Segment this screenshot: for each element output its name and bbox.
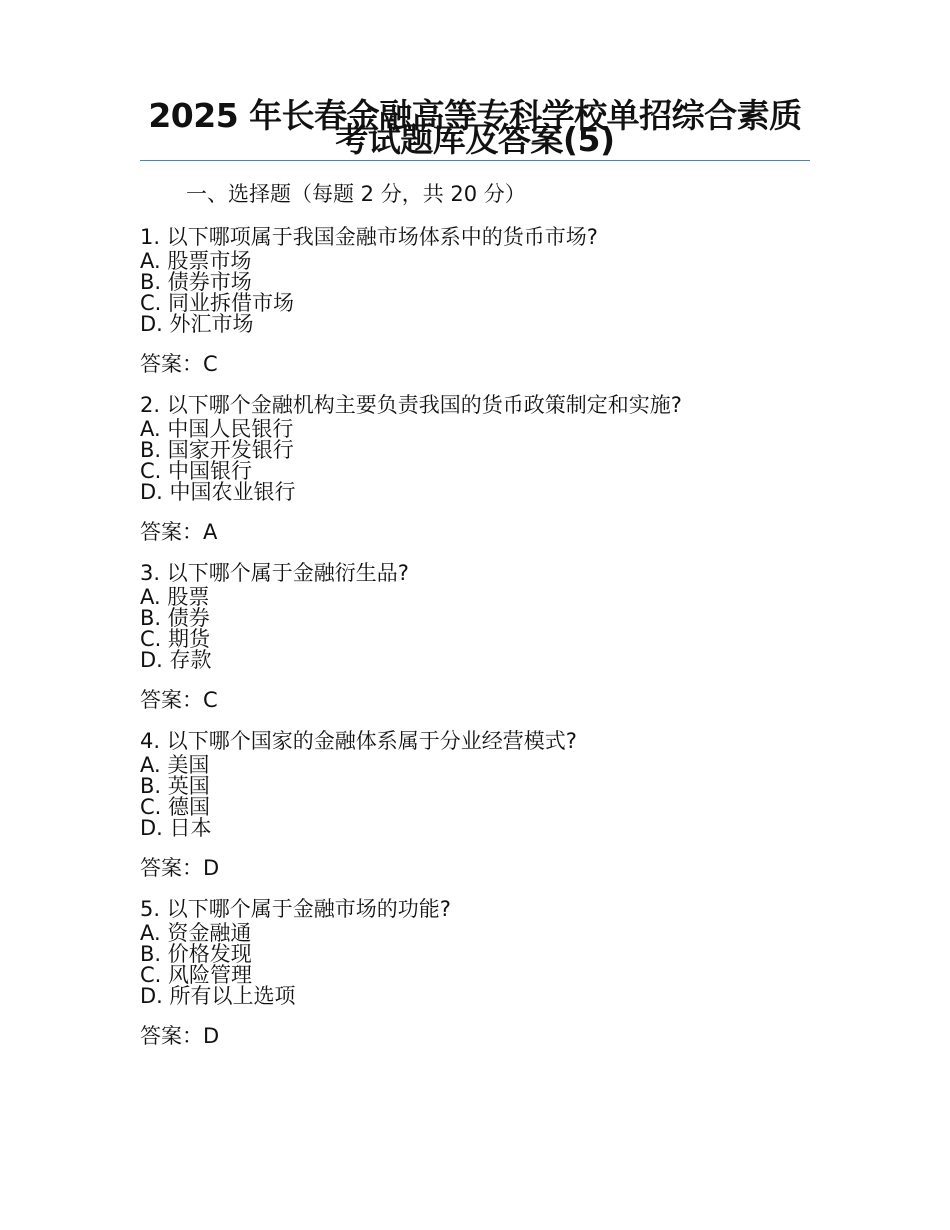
title-underline — [140, 160, 810, 161]
option-c: C. 风险管理 — [140, 963, 253, 987]
option-a: A. 中国人民银行 — [140, 417, 294, 441]
answer-value: D — [203, 1024, 220, 1048]
answer-value: C — [203, 688, 218, 712]
question-1 — [140, 224, 810, 378]
option-d: D. 所有以上选项 — [140, 984, 296, 1008]
question-4 — [140, 728, 810, 882]
option-b: B. 债券 — [140, 606, 210, 630]
option-d: D. 存款 — [140, 648, 212, 672]
option-a: A. 股票市场 — [140, 249, 252, 273]
option-a: A. 资金融通 — [140, 921, 252, 945]
option-b: B. 英国 — [140, 774, 210, 798]
option-a: A. 美国 — [140, 753, 210, 777]
answer-line — [140, 518, 810, 546]
question-stem: 3. 以下哪个属于金融衍生品? — [140, 561, 409, 585]
answer-value: D — [203, 856, 220, 880]
option-a: A. 股票 — [140, 585, 210, 609]
option-b: B. 价格发现 — [140, 942, 252, 966]
question-2 — [140, 392, 810, 546]
answer-label: 答案： — [140, 1024, 203, 1048]
answer-line — [140, 350, 810, 378]
question-3 — [140, 560, 810, 714]
question-stem: 4. 以下哪个国家的金融体系属于分业经营模式? — [140, 729, 577, 753]
option-d: D. 日本 — [140, 816, 212, 840]
option-c: C. 德国 — [140, 795, 211, 819]
answer-label: 答案： — [140, 856, 203, 880]
answer-line — [140, 686, 810, 714]
option-b: B. 国家开发银行 — [140, 438, 294, 462]
answer-value: C — [203, 352, 218, 376]
question-stem: 1. 以下哪项属于我国金融市场体系中的货币市场? — [140, 225, 598, 249]
document-title: 2025 年长春金融高等专科学校单招综合素质考试题库及答案(5) — [148, 96, 802, 159]
option-b: B. 债券市场 — [140, 270, 252, 294]
option-c: C. 同业拆借市场 — [140, 291, 295, 315]
question-stem: 2. 以下哪个金融机构主要负责我国的货币政策制定和实施? — [140, 393, 682, 417]
question-stem: 5. 以下哪个属于金融市场的功能? — [140, 897, 451, 921]
question-5 — [140, 896, 810, 1050]
answer-value: A — [203, 520, 218, 544]
option-c: C. 期货 — [140, 627, 211, 651]
question-list — [140, 224, 810, 1064]
answer-line — [140, 1022, 810, 1050]
answer-line — [140, 854, 810, 882]
answer-label: 答案： — [140, 352, 203, 376]
option-d: D. 外汇市场 — [140, 312, 254, 336]
answer-label: 答案： — [140, 520, 203, 544]
option-c: C. 中国银行 — [140, 459, 253, 483]
answer-label: 答案： — [140, 688, 203, 712]
section-heading: 一、选择题（每题 2 分，共 20 分） — [186, 182, 526, 206]
option-d: D. 中国农业银行 — [140, 480, 296, 504]
